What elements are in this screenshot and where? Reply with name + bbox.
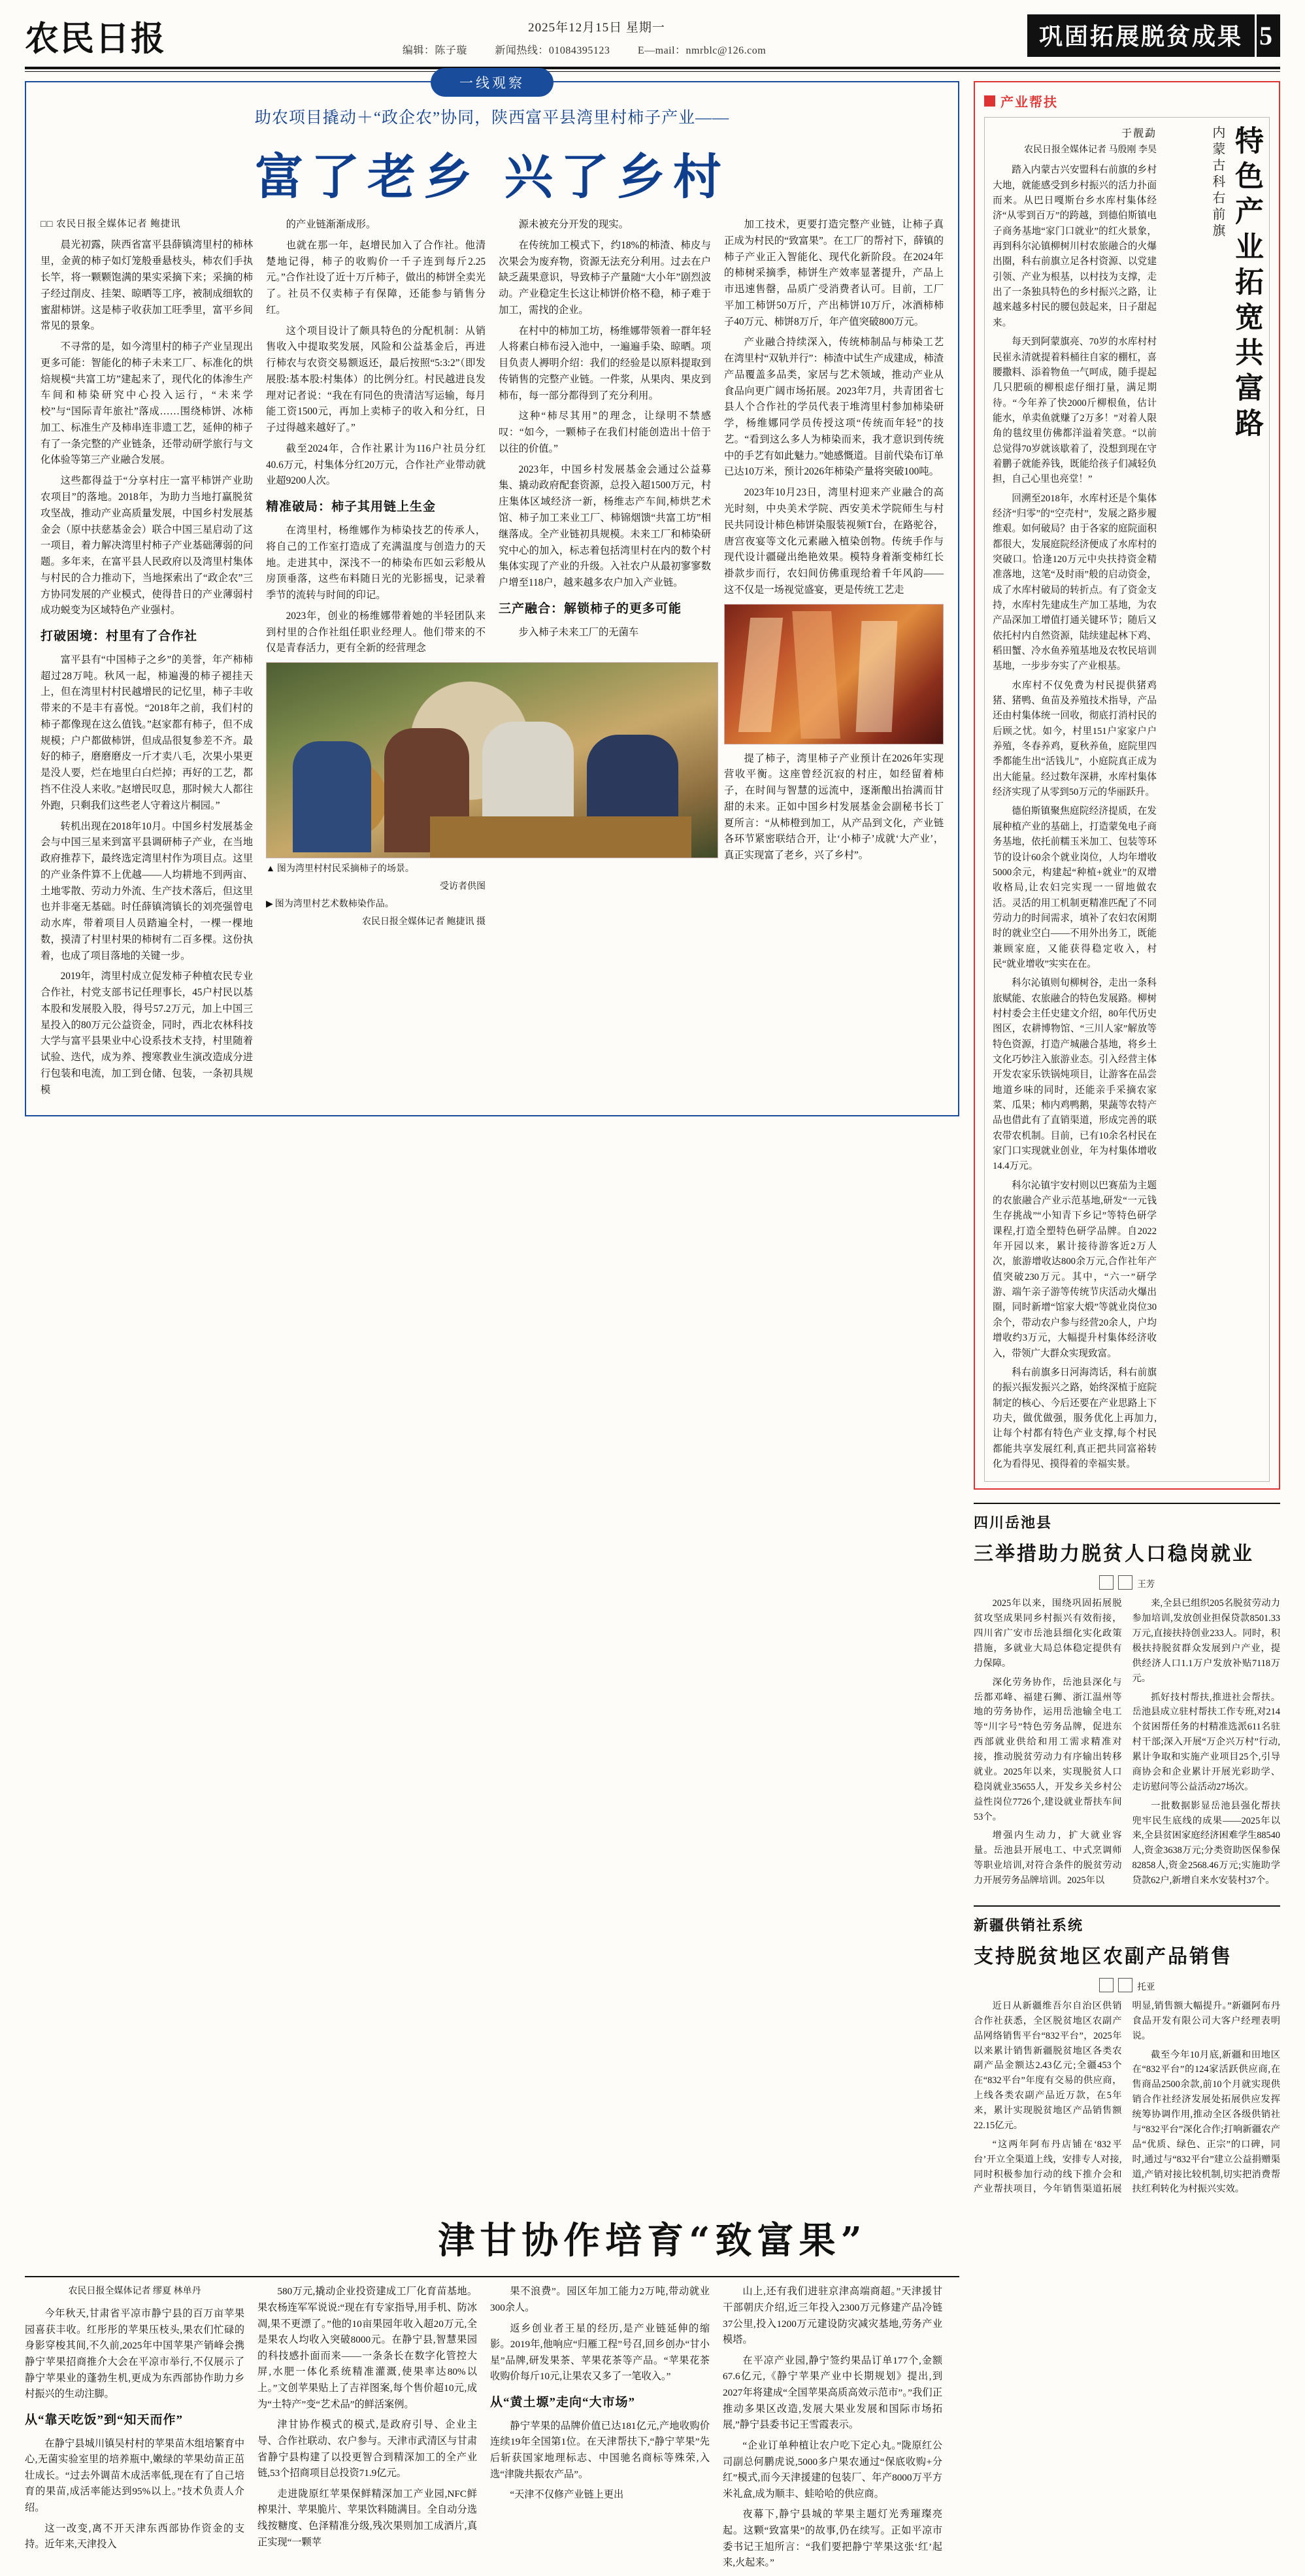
paragraph: “企业订单种植让农户吃下定心丸。”陇原红公司副总何鹏虎说,5000多户果农通过“保底收购+分红”模式,而今天津援建的包装厂、年产8000万平方米礼盒,成为顺丰、蛙哈哈的供应商。 (723, 2439, 942, 2500)
paragraph: 今年秋天,甘肃省平凉市静宁县的百万亩苹果园喜获丰收。红彤彤的苹果压枝头,果农们忙碌的身影穿梭其间,不久前,2025年中国苹果产销峰会携静宁苹果招商推介大会在平凉市举行,不仅展示了静宁苹果业的蓬勃生机,更成为东西部协作助力乡村振兴的生动注脚。 (25, 2308, 244, 2400)
paragraph: 转机出现在2018年10月。中国乡村发展基金会与中国三星来到富平县调研柿子产业，在当地政府推荐下，最终选定湾里村作为项目点。这里的产业条件算不上优越——人均耕地不到两亩、土地零散、劳动力外流、生产技术落后，但这里也并非毫无基础。时任薛镇湾镇长的刘亮强曾电动水库，带着项目人员踏遍全村，一棵一棵地数，摸清了村里村果的柿树有二百多棵。这份执着，也成了项目落地的关键一步。 (41, 820, 253, 962)
lead-shoulder: 助农项目撬动＋“政企农”协同，陕西富平县湾里村柿子产业—— (254, 109, 730, 127)
paragraph: 近日从新疆维吾尔自治区供销合作社获悉，全区脱贫地区农副产品网络销售平台“832平台”，2025年以来累计销售新疆脱贫地区各类农副产品金额达2.43亿元;全疆453个在“832平台”年度有交易的供应商，上线各类农副产品近万款，在5年来，累计实现脱贫地区产品销售额22.15亿元。 (974, 2000, 1122, 2131)
paragraph: 2023年，创业的杨维娜带着她的半轻团队来到村里的合作社组任职业经理人。他们带来的不仅是青春活力，更有全新的经营理念 (266, 610, 486, 654)
bottom-body (25, 2284, 1280, 2576)
lead-col-3 (499, 217, 711, 1103)
email-label: E—mail：nmrblc@126.com (637, 45, 767, 56)
paragraph: 在平凉产业园,静宁签约果品订单177个,金额67.6亿元,《静宁苹果产业中长期规划》提出,到2027年将建成“全国苹果高质高效示范市”。”我们正推动多果区改造,发展大果业发展和国际市场拓展,”静宁县委书记王雪霞表示。 (723, 2354, 942, 2431)
paragraph: 在湾里村，杨维娜作为柿染技艺的传承人，将自己的工作室打造成了充满温度与创造力的天地。走进其中，深浅不一的柿染布匹如云彩般从房顶垂落，这些布料随日光的光影摇曳，记录着季节的流转与时间的印记。 (266, 525, 486, 601)
paragraph: 来,全县已组织205名脱贫劳动力参加培训,发放创业担保贷款8501.33万元,直接扶持创业233人。同时，积极扶持脱贫群众发展到户产业，提供经济人口1.1万户发放补贴7118万元。 (1132, 1598, 1280, 1684)
xinjiang-body (974, 1999, 1280, 2199)
paragraph: 2023年10月23日，湾里村迎来产业融合的高光时刻，中央美术学院、西安美术学院师生与村民共同设计柿色柿饼染服装视频T台，在路驼谷，唐宫夜宴等文化元素融入植染创物。传统手作与现代设计疆碰出绝艳效果。模特身着渐变柿红长褂款步而行，农妇间仿佛重现给着千年风韵——这不仅是一场视觉盛宴，更是传统工艺走 (724, 487, 944, 595)
vertical-headline (1163, 125, 1261, 1476)
paragraph: 富平县有“中国柿子之乡”的美誉，年产柿杮超过28万吨。秋风一起，柿遍漫的柿子褪挂天上，但在湾里村村民越增民的记忆里，柿子丰收带来的不是丰有喜悦。“2018年之前，我们村的柿子都像现在这么值钱。”赵家都有柿子，但不成规模；户户都做柿饼，但成品很复参差不齐。最好的柿子，磨磨磨皮一斤才卖八毛，次果小果更是没人要，烂在地里白白烂掉；再好的工艺，都挡不住没人来收。”赵增民叹息，那时候大人都往外跑，只剩我们这些老人守着这片桐园。” (41, 654, 253, 811)
newspaper-logo: 农民日报 (25, 18, 167, 59)
lead-subheading-1: 打破困境：村里有了合作社 (41, 629, 198, 644)
vertical-headline-main: 特色产业拓宽共富路 (1230, 125, 1263, 443)
paragraph: 抓好技村帮扶,推进社会帮扶。岳池县成立驻村帮扶工作专班,对214个贫困帮任务的村精准选派611名驻村干部;深入开展“万企兴万村”行动,累计争取和实施产业项目25个,引导商协会和企业累计开展光彩助学、走访慰问等公益活动27场次。 (1132, 1692, 1280, 1792)
sichuan-body (974, 1596, 1280, 1892)
paragraph: 加工技术，更要打造完整产业链，让柿子真正成为村民的“致富果”。在工厂的帮衬下，薛镇的柿子产业正入智能化、现代化新阶段。在2024年的柿树采摘季，柿饼生产效率显著提升，产品上市迅速售罄，品质广受消费者认可。目前，工厂平加工柿饼50万斤，产出柿饼10万斤，冰酒柿柿子40万元、柿饼8万斤，年产值突破800万元。 (724, 219, 944, 327)
paragraph: 2025年以来，围绕巩固拓展脱贫攻坚成果同乡村振兴有效衔接，四川省广安市岳池县细化实化政策措施，多就业大局总体稳定提供有力保障。 (974, 1598, 1122, 1669)
photo-persimmon-dye-art (724, 604, 944, 744)
byline-text: 王芳 (1137, 1579, 1155, 1590)
triangle-icon: ▲ (266, 864, 275, 875)
paragraph: 科右前旗多日河海湾话，科右前旗的振兴振发振兴之路，始终深植于庭院制定的核心、今后还要在产业思路上下功夫，做优做强，服务优化上再加力,让每个村都有特色产业支撑,每个村民都能共享发展红利,真正把共同富裕转化为看得见、摸得着的幸福实景。 (993, 1367, 1157, 1469)
quote-mark-icon (1099, 1978, 1114, 1992)
lead-col-2 (266, 217, 486, 1103)
masthead-rule-thick (25, 67, 1280, 69)
paragraph: 深化劳务协作，岳池县深化与岳都邓峰、福建石狮、浙江温州等地的劳务协作，运用岳池输全电工等“川字号”特色劳务品牌，促进东西部就业供给和用工需求精准对接，推动脱贫劳动力有序输出转移就业。2025年以来，实现脱贫人口稳岗就业35655人，开发乡关乡村公益性岗位7726个,建设就业帮扶车间53个。 (974, 1677, 1122, 1822)
paragraph: 在传统加工模式下，约18%的柿渣、柿皮与次果会为废弃物，资源无法充分利用。过去在户缺乏蔬果意识，导致柿子产量随“大小年”剧烈波动。产业稳定生长这让柿饼价格不稳，柿子难于加工，需找的企业。 (499, 239, 711, 316)
paragraph: 返乡创业者王星的经历,是产业链延伸的缩影。2019年,他响应“归雁工程”号召,回乡创办“甘小星”品牌,研发果茶、苹果花茶等产品。“苹果花茶收购价每斤10元,让果农又多了一笔收入。” (490, 2322, 710, 2383)
lead-byline: □□ 农民日报全媒体记者 鲍捷讯 (41, 219, 181, 229)
section-title: 巩固拓展脱贫成果 (1027, 14, 1255, 57)
section-banner (1027, 14, 1280, 57)
paragraph: 水库村不仅免费为村民提供猪鸡猪、猪鸭、鱼苗及养殖技术指导，产品还由村集体统一回收，彻底打消村民的后顾之忧。如今，村里151户家家户户养殖，冬春养鸡，夏秋养鱼，庭院里四季都能生出“活钱儿”，小庭院真正成为出大能量。经过数年深耕，水库村集体经济实现了从零到50万元的华丽跃升。 (993, 680, 1157, 798)
lead-subheading-3: 三产融合：解锁柿子的更多可能 (499, 601, 682, 616)
section-divider (974, 1905, 1280, 1907)
paragraph: 增强内生动力，扩大就业容量。岳池县开展电工、中式烹调师等职业培训,对符合条件的脱贫劳动力开展劳务品牌培训。2025年以 (974, 1830, 1122, 1886)
paragraph: 晨光初露，陕西省富平县薛镇湾里村的柿林里，金黄的柿子如灯笼般垂悬枝头，柿农们手执长竿，将一颗颗饱满的果实采摘下来；采摘的柿子经过削皮、挂架、晾晒等工序，被制成细软的蜜甜柿饼。这是柿子收获加工旺季里，富平乡间常见的景象。 (41, 239, 253, 332)
paragraph: 源未被充分开发的现实。 (518, 219, 629, 230)
paragraph: 2023年，中国乡村发展基金会通过公益募集、撬动政府配套资源，总投入超1500万元，村庄集体区域经济一新，杨维志产车间,柿烘艺术馆、柿子加工来业工厂、柿锦烟馈“共富工坊”相继落成。全产业链初具规模。未来工厂和柿染研究中心的加入，标志着包括湾里村在内的数个村集体实现了产业的升级。入社农户从最初寥寥数户增至118户，越来越多农户加入产业链。 (499, 463, 711, 589)
xinjiang-kicker: 新疆供销社系统 (974, 1916, 1084, 1933)
quote-mark-icon (1118, 1978, 1132, 1992)
photo-2-caption (266, 897, 486, 911)
industry-support-body (993, 125, 1163, 1476)
paragraph: 夜幕下,静宁县城的苹果主题灯光秀璀璨亮起。这颗“致富果”的故事,仍在续写。正如平凉市委书记王旭所言：“我们要把静宁苹果这张‘红’起来,火起来。” (723, 2509, 942, 2569)
industry-support-tag (984, 92, 1270, 110)
photo-1-caption (266, 862, 486, 876)
paragraph: “这两年阿布丹店铺在‘832平台’开立全渠道上线，安排专人对接,同时积极参加行动的线下推介会和产业帮扶项目，今年销售渠道拓展明显,销售额大幅提升。”新疆阿布丹食品开发有限公司大客户经理表明说。 (974, 2000, 1280, 2195)
caption-text: 图为湾里村村民采摘柿子的场景。 (276, 864, 414, 875)
paragraph: 走进陇原红苹果保鲜精深加工产业园,NFC鲜榨果汁、苹果脆片、苹果饮料随满目。全自动分选线按糖度、色泽精准分级,残次果则加工成酒片,真正实现“一颗苹 (257, 2488, 477, 2548)
bottom-subheading-2: 从“黄土塬”走向“大市场” (490, 2396, 636, 2410)
tag-label: 产业帮扶 (1000, 95, 1058, 110)
bottom-col-1 (25, 2284, 244, 2576)
bottom-title: 津甘协作培育“致富果” (438, 2219, 867, 2263)
masthead (20, 0, 1285, 63)
paragraph: 截至2024年，合作社累计为116户社员分红40.6万元，村集体分红20万元，合作社产业带动就业超9200人次。 (266, 443, 486, 487)
lead-subheading-2: 精准破局：柿子其用链上生金 (266, 500, 437, 514)
lead-tag: 一线观察 (431, 68, 553, 97)
paragraph: 科尔沁镇则旬柳树谷，走出一条科旅赋能、农旅融合的特色发展路。柳树村村委会主任史建文介绍，80年代历史图区，农耕博物馆、“三川人家”解放等特色资源，打造产城融合基地，将乡土文化巧妙注入旅游业态。引入经营主体开发农家乐铁锅炖项目，让游客在品尝地道乡味的同时，还能亲手采摘农家菜、瓜果；柿内鸡鸭鹅，果蔬等农特产品也借此有了直销渠道，形成完善的联农带农机制。目前，已有10余名村民在家门口实现就业创业，年为村集体增收14.4万元。 (993, 978, 1157, 1172)
quote-mark-icon (1118, 1575, 1132, 1590)
article-author: 于靓勐 (1121, 128, 1157, 139)
bottom-col-4 (723, 2284, 942, 2576)
bottom-subheading-1: 从“靠天吃饭”到“知天而作” (25, 2413, 184, 2427)
bottom-col-2 (257, 2284, 477, 2576)
hotline-label: 新闻热线：01084395123 (495, 45, 610, 56)
paragraph: 踏入内蒙古兴安盟科右前旗的乡村大地，就能感受到乡村振兴的活力扑面而来。从巴日嘎斯台乡水库村集体经济“从零到百万”的跨越，到德伯斯镇电子商务基地“家门口就业”的红火景象，再到科尔沁镇柳树川村农旅融合的火爆出圈，科右前旗立足各村资源、以党建引领、产业为根基，以村技为支撑，走出了一条独具特色的乡村振兴之路，让越来越多村民的腰包鼓起来，日子甜起来。 (993, 165, 1157, 328)
paragraph: 不寻常的是，如今湾里村的柿子产业呈现出更多可能：智能化的柿子未来工厂、标准化的烘焙规模“共富工坊”建起来了，现代化的体渗生产车间和柿染研究中心投入运行，“未来学校”与“国际青年旅社”落成……围绕柿饼、冰柿加工、标准生产及柿串连非遗工艺，延伸的柿子有了一条完整的产业链条，还带动研学旅行与文化体验等第三产业融合发展。 (41, 341, 253, 466)
lead-col-4 (724, 217, 944, 1103)
paragraph: 津甘协作模式的模式,是政府引导、企业主导、合作社联动、农户参与。天津市武清区与甘肃省静宁县构建了以投更智合到精深加工的全产业链,53个招商项目总投资71.9亿元。 (257, 2419, 477, 2479)
paragraph: 山上,还有我们进驻京津高端商超。”天津援甘干部朝庆介绍,近三年投入2300万元修建产品冷链37公里,投入1200万元建设防灾减灾基地,劳务产业模塔。 (723, 2286, 942, 2346)
photo-1-credit: 受访者供图 (440, 882, 486, 892)
article-byline: 农民日报全媒体记者 马殷刚 李昊 (1024, 144, 1157, 155)
bottom-divider (25, 2276, 959, 2277)
paragraph: 这一改变,离不开天津东西部协作资金的支持。近年来,天津投入 (25, 2522, 244, 2551)
xinjiang-byline (974, 1978, 1280, 1992)
bottom-byline: 农民日报全媒体记者 缪夏 林单丹 (68, 2286, 201, 2297)
masthead-info (166, 14, 1027, 57)
xinjiang-article (974, 1915, 1280, 2199)
paragraph: 科尔沁镇宇安村则以巴赛茄为主题的农旅融合产业示范基地,研发“一元钱生存挑战”“小知青下乡记”等特色研学课程,打造全塑特色研学品牌。自2022年开园以来，累计接待游客近2万人次，旅游增收达800余万元,合作社年产值突破230万元。其中，“六一”研学游、端午亲子游等传统节庆活动火爆出圈，同时新增“馆家大煅”等就业岗位30余个，带动农户参与经营20余人，户均增收约3万元，大幅提升村集体经济收入，带领广大群众实现致富。 (993, 1180, 1157, 1359)
paragraph: 也就在那一年，赵增民加入了合作社。他清楚地记得，柿子的收购价一千子连到每斤2.25元。”合作社设了近十万斤柿子，做出的柿饼全卖光了。社员不仅卖柿子有保障，还能参与销售分红。 (266, 239, 486, 316)
paragraph: 截至今年10月底,新疆和田地区在“832平台”的124家活跃供应商,在售商品2500余款,前10个月就实现供销合作社经济发展处拓展供应发挥统筹协调作用,推动全区各级供销社与“832平台”深化合作;打响新疆农产品“优质、绿色、正宗”的口碑，同时,通过与“832平台”建立公益捐赠渠道,产销对接比较机制,切实把消费帮扶红利转化为村振兴实效。 (1132, 2049, 1280, 2195)
triangle-icon: ▶ (266, 899, 273, 910)
sichuan-byline (974, 1575, 1280, 1590)
photo-2-credit: 农民日报全媒体记者 鲍捷讯 摄 (362, 917, 486, 928)
paragraph: 的产业链渐渐成形。 (286, 219, 376, 230)
page-number: 5 (1255, 14, 1280, 57)
paragraph: 每天到阿蒙旗亮、70岁的水库村村民崔永清就提着料桶往自家的棚杠，喜腰撒料、添着物鱼一气呵成，随手提起几只肥硕的柳根虑仔细打量，满足期待。“今年养了快2000斤柳根鱼，估计能水，单卖鱼就赚了2万多！”对着人限角的毯纹里仿佛都洋溢着笑意。“以前总觉得70岁就该歇着了，没想到现在守着鹏子就能养钱，既能给孩子们减轻负担，自己心里也亮堂！” (993, 337, 1157, 485)
sichuan-title: 三举措助力脱贫人口稳岗就业 (974, 1543, 1254, 1566)
lead-col-1 (41, 217, 253, 1103)
right-column (959, 81, 1280, 2199)
editor-label: 编辑：陈子璇 (402, 45, 467, 56)
masthead-rule-thin (25, 71, 1280, 72)
paragraph: 静宁苹果的品牌价值已达181亿元,产地收购价连续19年全国第1位。在天津帮扶下,“静宁苹果”先后斩获国家地理标志、中国驰名商标等殊荣,入选“津陇共振农产品”。 (490, 2420, 710, 2480)
industry-support-article (984, 117, 1270, 1482)
lead-title: 富了老乡 兴了乡村 (255, 149, 729, 205)
paragraph: 2019年，湾里村成立促发柿子种植农民专业合作社，村党支部书记任理事长，45户村民以基本股和发展股入股，得号57.2万元，加上中国三星投入的80万元公益资金，同时，西北农林科技大学与富平县果业中心设系技术支持，村里随着试验、迭代，成为养、搜寒教业生演改造成分进行包装和电流，加工到仓储、包装，一条初具规模 (41, 971, 253, 1096)
bottom-article (20, 2212, 1285, 2576)
red-square-icon (984, 95, 995, 107)
lead-body (41, 217, 944, 1103)
paragraph: 回溯至2018年，水库村还是个集体经济“归零”的“空壳村”，发展之路步履维艰。如何破局？由于各家的庭院面积都很大，发展庭院经济便成了水库村的突破口。恰逢120万元中央扶持资金精准落地，这笔“及时雨”般的启动资金，成了水库村破局的转折点。有了资金支持，水库村先建成生产加工基地，为农产品深加工增值打通关键环节；随后又依托村内自然资源，陆续建起林下鸡、稻田蟹、冷水鱼养殖基地及农牧民培训基地，一步步夯实了产业根基。 (993, 493, 1157, 672)
paragraph: “天津不仅修产业链上更出 (510, 2489, 624, 2501)
vertical-headline-sub: 内蒙古科右前旗 (1210, 125, 1225, 240)
paragraph: 在静宁县城川镇吴村村的苹果苗木组培繁育中心,无菌实验室里的培养瓶中,嫩绿的苹果幼苗正茁壮成长。“过去外调苗木成活率低,现在有了自己培育的果苗,成活率能达到95%以上。”技术负责人介绍。 (25, 2437, 244, 2514)
xinjiang-title: 支持脱贫地区农副产品销售 (974, 1945, 1232, 1968)
sichuan-kicker: 四川岳池县 (974, 1514, 1053, 1531)
paragraph: 这个项目设计了颇具特色的分配机制：从销售收入中提取奖发展，风险和公益基金后，再进行柿农与农资交易额返还，最后按照“5:3:2”（即发展股:基本股:村集体）的比例分红。村民越进良发理对记者说：“我在有同色的贵清洁写运输，每月能工资1500元，再加上卖柿子的收入和分红，日子过得越来越好了。” (266, 325, 486, 434)
lead-article-block (25, 76, 959, 2199)
paragraph: 果不浪费”。园区年加工能力2万吨,带动就业300余人。 (490, 2286, 710, 2313)
contact-line (403, 42, 791, 57)
quote-mark-icon (1099, 1575, 1114, 1590)
paragraph: 580万元,撬动企业投资建成工厂化育苗基地。果农杨连军军说说:“现在有专家指导,用手机、防冰凋,果不更漂了。”他的10亩果园年收入超20万元,全是果农人均收入突破8000元。在静宁县,智慧果园的科技感扑面而来——一条条长在数字化管控大屏,水肥一体化系统精准灌溉,使果率达80%以上。”文创苹果贴上了吉祥图案,每个售价超10元,成为“土特产”变“艺术品”的鲜活案例。 (257, 2286, 477, 2410)
bottom-col-3 (490, 2284, 710, 2576)
paragraph: 这种“柿尽其用”的理念，让绿明不禁感叹：“如今，一颗柿子在我们村能创造出十倍于以往的价值。” (499, 410, 711, 454)
paragraph: 在村中的柿加工坊，杨维娜带领着一群年轻人将素白柿布浸入池中，一遍遍手染、晾晒。项目负责人褥明介绍：我们的经验是以原料提取到传销售的完整产业链。一件浆，从果肉、果皮到柿布，每一部分都得到了充分利用。 (499, 325, 711, 401)
paragraph: 提了柿子，湾里柿子产业预计在2026年实现营收平衡。这座曾经沉寂的村庄，如经留着柿子，在时间与智慧的远流中，逐渐酿出抬满而甘甜的未来。正如中国乡村发展基金会副秘书长丁夏所言：“从柿橙到加工，从产品到文化，产业链各环节紧密联结合开，让‘小柿子’成就‘大产业’，真正实现富了老乡，兴了乡村”。 (724, 752, 944, 861)
paragraph: 这些都得益于“分享村庄一富平柿饼产业助农项目”的落地。2018年，为助力当地打赢脱贫攻坚战，推动产业高质量发展，中国乡村发展基金会（原中扶慈基金会）联合中国三星启动了这一项目，着力解决湾里村柿子产业基础薄弱的问题。多年来，在富平县人民政府以及湾里村集体与村民的合力推动下，当地探索出了“政企农”三方协同发展的产业模式，使得昔日的产业薄弱村成功蜕变为区域特色产业强村。 (41, 475, 253, 616)
main-columns (20, 76, 1285, 2199)
sichuan-article (974, 1512, 1280, 1892)
paragraph: 步入柿子未来工厂的无菌车 (518, 626, 639, 638)
caption-text: 图为湾里村艺术数柿染作品。 (274, 899, 394, 910)
section-divider (974, 1503, 1280, 1504)
publication-date: 2025年12月15日 星期一 (528, 21, 665, 35)
paragraph: 产业融合持续深入，传统柿制品与柿染工艺在湾里村“双轨并行”：柿渣中试生产成建成，柿渣产品覆盖多品类，家居与艺术领域，推动产业从食品向更广阔市场拓展。2023年7月，共青团省七县人个合作社的学员代表于堆湾里村参加柿染研学，杨维娜同学员传授这项“传统而年轻”的技艺。“看到这么多人为柿染而来，我才意识到传统中的手艺有如此魅力。”她感慨道。目前代染布订单已达10万米，预计2026年柿染产量将突破100吨。 (724, 337, 944, 478)
lead-article (25, 76, 959, 1116)
paragraph: 一批数据影显岳池县强化帮扶兜牢民生底线的成果——2025年以来,全县贫困家庭经济困难学生88540人,资金3638万元;分类资助医保参保82858人,资金2568.46万元;实施助学贷款62户,新增自来水安装村37个。 (1132, 1800, 1280, 1886)
photo-villagers-picking-persimmons (266, 662, 718, 858)
byline-text: 托亚 (1137, 1981, 1155, 1992)
paragraph: 德伯斯镇聚焦庭院经济提质，在发展种植产业的基础上，打造蒙兔电子商务基地，依托前糯玉米加工、包装等环节的设计60余个就业岗位，人均年增收5000余元，构建起“种植+就业”的双增收格局,让农妇完实现一一留地做农活。灵活的用工机制更精准匹配了不同劳动力的时间需求，填补了农妇农闲期时的就业空白——不用外出务工，既能兼顾家庭，又能获得稳定收入，村民“就业增收”实实在在。 (993, 806, 1157, 969)
photo-1-wrap (266, 662, 486, 929)
industry-support-box (974, 81, 1280, 1490)
